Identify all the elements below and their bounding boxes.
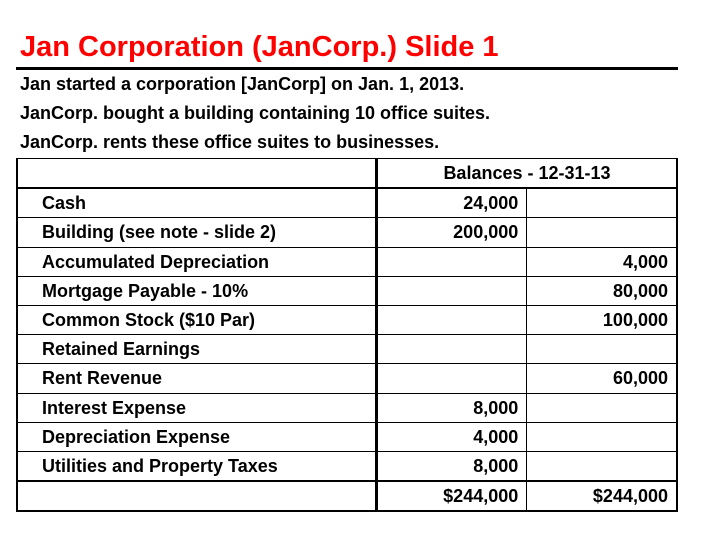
intro-line-3: JanCorp. rents these office suites to businesses.	[20, 132, 440, 152]
account-name: Building (see note - slide 2)	[17, 218, 377, 247]
account-name: Cash	[17, 188, 377, 218]
credit-amount	[527, 335, 677, 364]
account-name: Common Stock ($10 Par)	[17, 305, 377, 334]
intro-line-2: JanCorp. bought a building containing 10 office suites.	[20, 103, 491, 123]
table-row	[17, 218, 677, 247]
trial-balance-table	[16, 158, 678, 512]
table-row	[17, 422, 677, 451]
account-name: Accumulated Depreciation	[17, 247, 377, 276]
intro-line-1: Jan started a corporation [JanCorp] on Jan. 1, 2013.	[20, 74, 465, 94]
debit-amount: 4,000	[377, 422, 527, 451]
credit-total: $244,000	[527, 481, 677, 511]
totals-label-cell	[17, 481, 377, 511]
credit-amount	[527, 422, 677, 451]
account-name: Mortgage Payable - 10%	[17, 276, 377, 305]
credit-amount: 4,000	[527, 247, 677, 276]
account-name: Interest Expense	[17, 393, 377, 422]
table-row	[17, 276, 677, 305]
table-row	[17, 305, 677, 334]
debit-amount: 24,000	[377, 188, 527, 218]
credit-amount	[527, 393, 677, 422]
debit-amount: 200,000	[377, 218, 527, 247]
account-name: Depreciation Expense	[17, 422, 377, 451]
debit-amount	[377, 247, 527, 276]
table-row	[17, 247, 677, 276]
debit-amount	[377, 364, 527, 393]
debit-amount: 8,000	[377, 393, 527, 422]
table-row	[17, 451, 677, 481]
intro-text	[20, 70, 680, 157]
credit-amount	[527, 218, 677, 247]
credit-amount: 80,000	[527, 276, 677, 305]
header-blank-cell	[17, 159, 377, 189]
debit-amount	[377, 305, 527, 334]
table-row	[17, 393, 677, 422]
slide-title: Jan Corporation (JanCorp.) Slide 1	[20, 31, 499, 63]
debit-amount	[377, 276, 527, 305]
account-name: Utilities and Property Taxes	[17, 451, 377, 481]
account-name: Rent Revenue	[17, 364, 377, 393]
debit-amount: 8,000	[377, 451, 527, 481]
credit-amount: 60,000	[527, 364, 677, 393]
table-row	[17, 364, 677, 393]
debit-total: $244,000	[377, 481, 527, 511]
table-header-row	[17, 159, 677, 189]
account-name: Retained Earnings	[17, 335, 377, 364]
table-row	[17, 335, 677, 364]
balances-header: Balances - 12-31-13	[377, 159, 678, 189]
credit-amount	[527, 451, 677, 481]
credit-amount	[527, 188, 677, 218]
table-row	[17, 188, 677, 218]
debit-amount	[377, 335, 527, 364]
totals-row	[17, 481, 677, 511]
credit-amount: 100,000	[527, 305, 677, 334]
